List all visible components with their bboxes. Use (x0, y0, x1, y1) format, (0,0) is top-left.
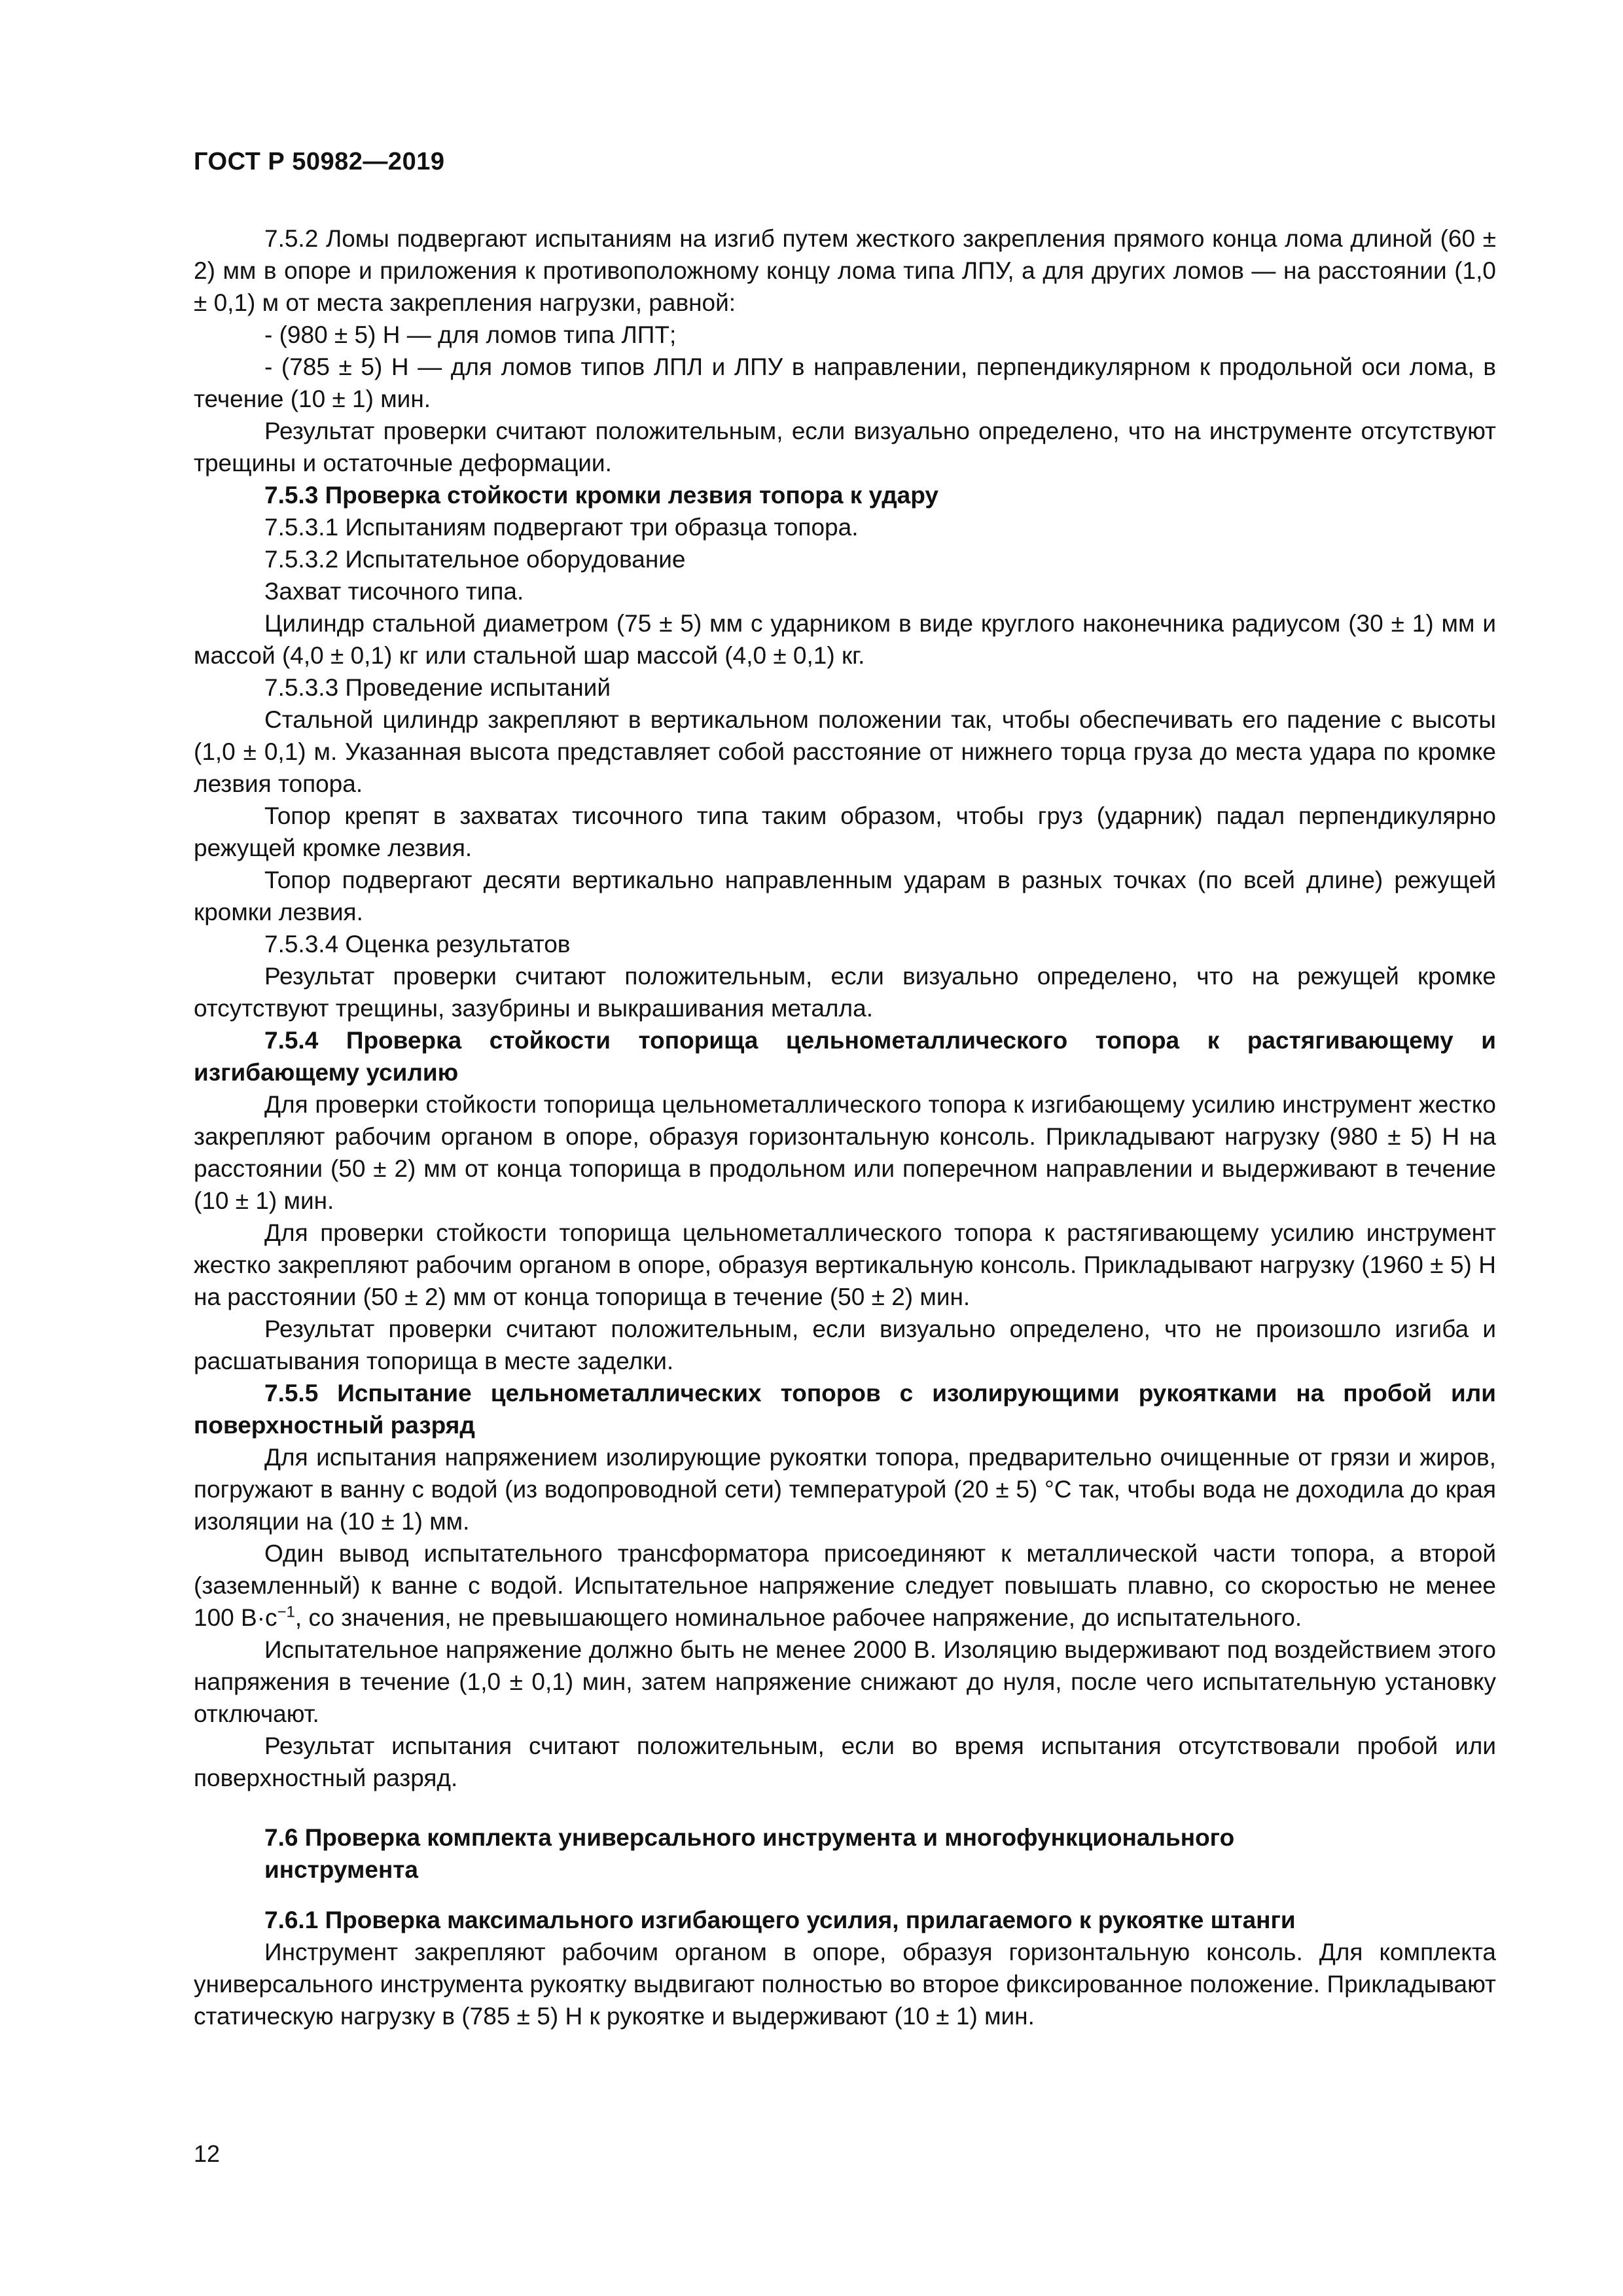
heading-7-5-5: 7.5.5 Испытание цельнометаллических топоров с изолирующими рукоятками на пробой или поверхностный разряд (194, 1380, 1496, 1439)
paragraph-axe-clamp: Топор крепят в захватах тисочного типа таким образом, чтобы груз (ударник) падал перпендикулярно режущей кромке лезвия. (194, 802, 1496, 861)
paragraph-7-5-3-3: 7.5.3.3 Проведение испытаний (264, 674, 611, 701)
heading-7-5-4: 7.5.4 Проверка стойкости топорища цельнометаллического топора к растягивающему и изгибающему усилию (194, 1027, 1496, 1086)
paragraph-cylinder: Цилиндр стальной диаметром (75 ± 5) мм с ударником в виде круглого наконечника радиусом (30 ± 1) мм и массой (4,0 ± 0,1) кг или стальной шар массой (4,0 ± 0,1) кг. (194, 610, 1496, 669)
paragraph-bending-test: Для проверки стойкости топорища цельнометаллического топора к изгибающему усилию инструмент жестко закрепляют рабочим органом в опоре, образуя горизонтальную консоль. Прикладывают нагрузку (980 ± 5) Н на расстоянии (50 ± 2) мм от конца топорища в продольном или поперечном направлении и выдерживают в течение (10 ± 1) мин. (194, 1091, 1496, 1214)
paragraph-test-voltage: Испытательное напряжение должно быть не менее 2000 В. Изоляцию выдерживают под воздействием этого напряжения в течение (1,0 ± 0,1) мин, затем напряжение снижают до нуля, после чего испытательную установку отключают. (194, 1636, 1496, 1727)
paragraph-7-5-2: 7.5.2 Ломы подвергают испытаниям на изгиб путем жесткого закрепления прямого конца лома длиной (60 ± 2) мм в опоре и приложения к противоположному концу лома типа ЛПУ, а для других ломов — на расстоянии (1,0 ± 0,1) м от места закрепления нагрузки, равной: (194, 225, 1496, 316)
paragraph-static-load: Инструмент закрепляют рабочим органом в опоре, образуя горизонтальную консоль. Для комплекта универсального инструмента рукоятку выдвигают полностью во второе фиксированное положение. Прикладывают статическую нагрузку в (785 ± 5) Н к рукоятке и выдерживают (10 ± 1) мин. (194, 1939, 1496, 2030)
transformer-text-post: , со значения, не превышающего номинальное рабочее напряжение, до испытательного. (294, 1604, 1302, 1631)
heading-7-5-3: 7.5.3 Проверка стойкости кромки лезвия топора к удару (264, 482, 938, 509)
paragraph-result-breakdown: Результат испытания считают положительным, если во время испытания отсутствовали пробой или поверхностный разряд. (194, 1732, 1496, 1791)
list-item-lpl-lpu: - (785 ± 5) Н — для ломов типов ЛПЛ и ЛПУ в направлении, перпендикулярном к продольной оси лома, в течение (10 ± 1) мин. (194, 353, 1496, 412)
paragraph-steel-cylinder: Стальной цилиндр закрепляют в вертикальном положении так, чтобы обеспечивать его падение с высоты (1,0 ± 0,1) м. Указанная высота представляет собой расстояние от нижнего торца груза до места удара по кромке лезвия топора. (194, 706, 1496, 797)
list-item-lpt: - (980 ± 5) Н — для ломов типа ЛПТ; (264, 321, 677, 348)
paragraph-transformer (194, 1537, 1496, 1634)
paragraph-result: Результат проверки считают положительным, если визуально определено, что на инструменте отсутствуют трещины и остаточные деформации. (194, 418, 1496, 476)
paragraph-insulation-bath: Для испытания напряжением изолирующие рукоятки топора, предварительно очищенные от грязи и жиров, погружают в ванну с водой (из водопроводной сети) температурой (20 ± 5) °С так, чтобы вода не доходила до края изоляции на (10 ± 1) мм. (194, 1444, 1496, 1535)
page-number: 12 (194, 2140, 221, 2167)
paragraph-7-5-3-4: 7.5.3.4 Оценка результатов (264, 931, 571, 958)
paragraph-ten-impacts: Топор подвергают десяти вертикально направленным ударам в разных точках (по всей длине) режущей кромки лезвия. (194, 867, 1496, 925)
paragraph-result-edge: Результат проверки считают положительным, если визуально определено, что на режущей кромке отсутствуют трещины, зазубрины и выкрашивания металла. (194, 963, 1496, 1022)
transformer-text-pre: Один вывод испытательного трансформатора присоединяют к металлической части топора, а второй (заземленный) к ванне с водой. Испытательное напряжение следует повышать плавно, со скоростью не менее 100 В·с (194, 1540, 1496, 1631)
unit-exponent: −1 (277, 1603, 295, 1621)
paragraph-7-5-3-1: 7.5.3.1 Испытаниям подвергают три образца топора. (264, 514, 859, 541)
heading-7-6-1: 7.6.1 Проверка максимального изгибающего усилия, прилагаемого к рукоятке штанги (264, 1907, 1296, 1933)
paragraph-tension-test: Для проверки стойкости топорища цельнометаллического топора к растягивающему усилию инструмент жестко закрепляют рабочим органом в опоре, образуя вертикальную консоль. Прикладывают нагрузку (1960 ± 5) Н на расстоянии (50 ± 2) мм от конца топорища в течение (50 ± 2) мин. (194, 1219, 1496, 1310)
standard-header: ГОСТ Р 50982—2019 (194, 148, 445, 175)
document-body (194, 223, 1496, 2032)
paragraph-vise: Захват тисочного типа. (264, 578, 524, 605)
heading-7-6: 7.6 Проверка комплекта универсального инструмента и многофункционального инструмента (264, 1824, 1235, 1883)
paragraph-result-handle: Результат проверки считают положительным, если визуально определено, что не произошло изгиба и расшатывания топорища в месте заделки. (194, 1316, 1496, 1374)
paragraph-7-5-3-2: 7.5.3.2 Испытательное оборудование (264, 546, 686, 573)
